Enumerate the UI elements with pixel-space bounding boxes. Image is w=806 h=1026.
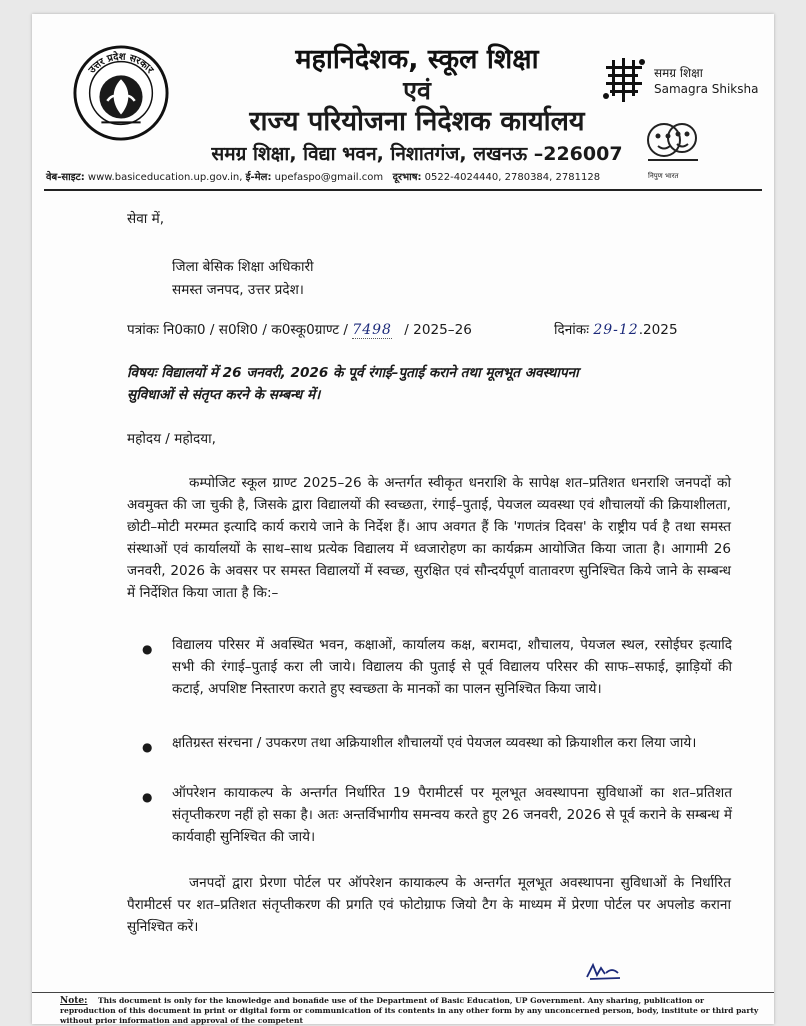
salutation: महोदय / महोदया,	[127, 431, 217, 447]
bullet-icon: ●	[142, 642, 153, 656]
phone-number: 0522-4024440, 2780384, 2781128	[424, 172, 601, 183]
reference-year: / 2025–26	[404, 322, 472, 338]
email-label: ई-मेल:	[245, 172, 272, 183]
svg-text:उत्तर प्रदेश सरकार	[86, 51, 156, 77]
note-divider	[32, 992, 774, 993]
date-line	[554, 319, 678, 341]
body-paragraph-1: कम्पोजिट स्कूल ग्राण्ट 2025–26 के अन्तर्गत स्वीकृत धनराशि के सापेक्ष शत–प्रतिशत धनराशि जनपदों को अवमुक्त की जा चुकी है, जिसके द्वारा विद्यालयों की स्वच्छता, रंगाई–पुताई, पेयजल व्यवस्था एवं शौचालयों की क्रियाशीलता, छोटी–मोटी मरम्मत इत्यादि कार्य कराये जाने के निर्देश हैं। आप अवगत हैं कि 'गणतंत्र दिवस' के राष्ट्रीय पर्व है तथा समस्त संस्थाओं एवं कार्यालयों के साथ–साथ प्रत्येक विद्यालय में ध्वजारोहण का कार्यक्रम आयोजित किया जाता है। आगामी 26 जनवरी, 2026 के अवसर पर समस्त विद्यालयों में स्वच्छ, सुरक्षित एवं सौन्दर्यपूर्ण वातावरण सुनिश्चित किये जाने के सम्बन्ध में निर्देशित किया जाता है कि:–	[127, 475, 731, 601]
reference-label: पत्रांकः नि0का0 / स0शि0 / क0स्कू0ग्राण्ट /	[127, 322, 353, 338]
bullet-icon: ●	[142, 790, 153, 804]
contact-line	[46, 171, 766, 185]
note-text: This document is only for the knowledge and bonafide use of the Department of Basic Education, UP Government. Any sharing, publication or reproduction of this document in print or digital form or communication of its contents in any other form by any unconcerned person, body, institute or third party without prior information and approval of the competent	[60, 996, 759, 1025]
bullet-item-1: विद्यालय परिसर में अवस्थित भवन, कक्षाओं, कार्यालय कक्ष, बरामदा, शौचालय, पेयजल स्थल, रसोईघर इत्यादि सभी की रंगाई–पुताई करा ली जाये। विद्यालय की पुताई से पूर्व विद्यालय परिसर की साफ–सफाई, झाड़ियों की कटाई, अपशिष्ट निस्तारण कराते हुए स्वच्छता के मानकों का पालन सुनिश्चित किया जाये।	[172, 637, 732, 697]
letter-page	[32, 14, 774, 1024]
subject-line2: सुविधाओं से संतृप्त करने के सम्बन्ध में।	[127, 387, 321, 403]
note-label: Note:	[60, 996, 88, 1006]
header-address: समग्र शिक्षा, विद्या भवन, निशातगंज, लखनऊ –226007	[211, 143, 623, 165]
footer-note	[60, 996, 760, 1026]
nipun-bharat-label: निपुण भारत	[648, 172, 679, 180]
bullet-item-3: ऑपरेशन कायाकल्प के अन्तर्गत निर्धारित 19 पैरामीटर्स पर मूलभूत अवस्थापना सुविधाओं का शत–प्रतिशत संतृप्तीकरण नहीं हो सका है। अतः अन्तर्विभागीय समन्वय करते हुए 26 जनवरी, 2026 से पूर्व कराने के सम्बन्ध में कार्यवाही सुनिश्चित की जाये।	[172, 785, 732, 845]
recipient-line1: जिला बेसिक शिक्षा अधिकारी	[172, 259, 314, 275]
header-title-line3: राज्य परियोजना निदेशक कार्यालय	[249, 106, 585, 137]
samagra-logo-text-english: Samagra Shiksha	[654, 82, 759, 96]
reference-number: 7498	[352, 322, 392, 338]
header-title-line1: महानिदेशक, स्कूल शिक्षा	[295, 44, 539, 75]
date-year: .2025	[638, 322, 678, 338]
recipient-line2: समस्त जनपद, उत्तर प्रदेश।	[172, 282, 304, 298]
subject-line1: विषयः विद्यालयों में 26 जनवरी, 2026 के पूर्व रंगाई–पुताई कराने तथा मूलभूत अवस्थापना	[127, 365, 579, 381]
bullet-icon: ●	[142, 740, 153, 754]
emblem-text-ring	[72, 44, 170, 142]
emblem-text: उत्तर प्रदेश सरकार	[86, 51, 156, 76]
samagra-logo-text-hindi: समग्र शिक्षा	[654, 66, 703, 80]
signature-mark	[584, 959, 624, 981]
reference-line	[127, 319, 472, 341]
header-divider	[44, 189, 762, 191]
samagra-shiksha-logo-icon	[602, 56, 648, 104]
email-link[interactable]: upefaspo@gmail.com	[274, 172, 384, 183]
bullet-item-2: क्षतिग्रस्त संरचना / उपकरण तथा अक्रियाशील शौचालयों एवं पेयजल व्यवस्था को क्रियाशील करा लिया जाये।	[172, 735, 697, 751]
date-label: दिनांकः	[554, 322, 589, 338]
website-label: वेब-साइट:	[46, 172, 85, 183]
seva-me: सेवा में,	[127, 211, 165, 227]
phone-label: दूरभाष:	[392, 172, 422, 183]
website-link[interactable]: www.basiceducation.up.gov.in,	[87, 172, 243, 183]
header-title-line2: एवं	[403, 76, 431, 105]
date-day: 29-12	[593, 322, 639, 338]
nipun-bharat-logo-icon	[640, 116, 706, 172]
body-paragraph-2: जनपदों द्वारा प्रेरणा पोर्टल पर ऑपरेशन कायाकल्प के अन्तर्गत मूलभूत अवस्थापना सुविधाओं के निर्धारित पैरामीटर्स पर शत–प्रतिशत संतृप्तीकरण की प्रगति एवं फोटोग्राफ जियो टैग के माध्यम में प्रेरणा पोर्टल पर अपलोड कराना सुनिश्चित करें।	[127, 875, 731, 935]
